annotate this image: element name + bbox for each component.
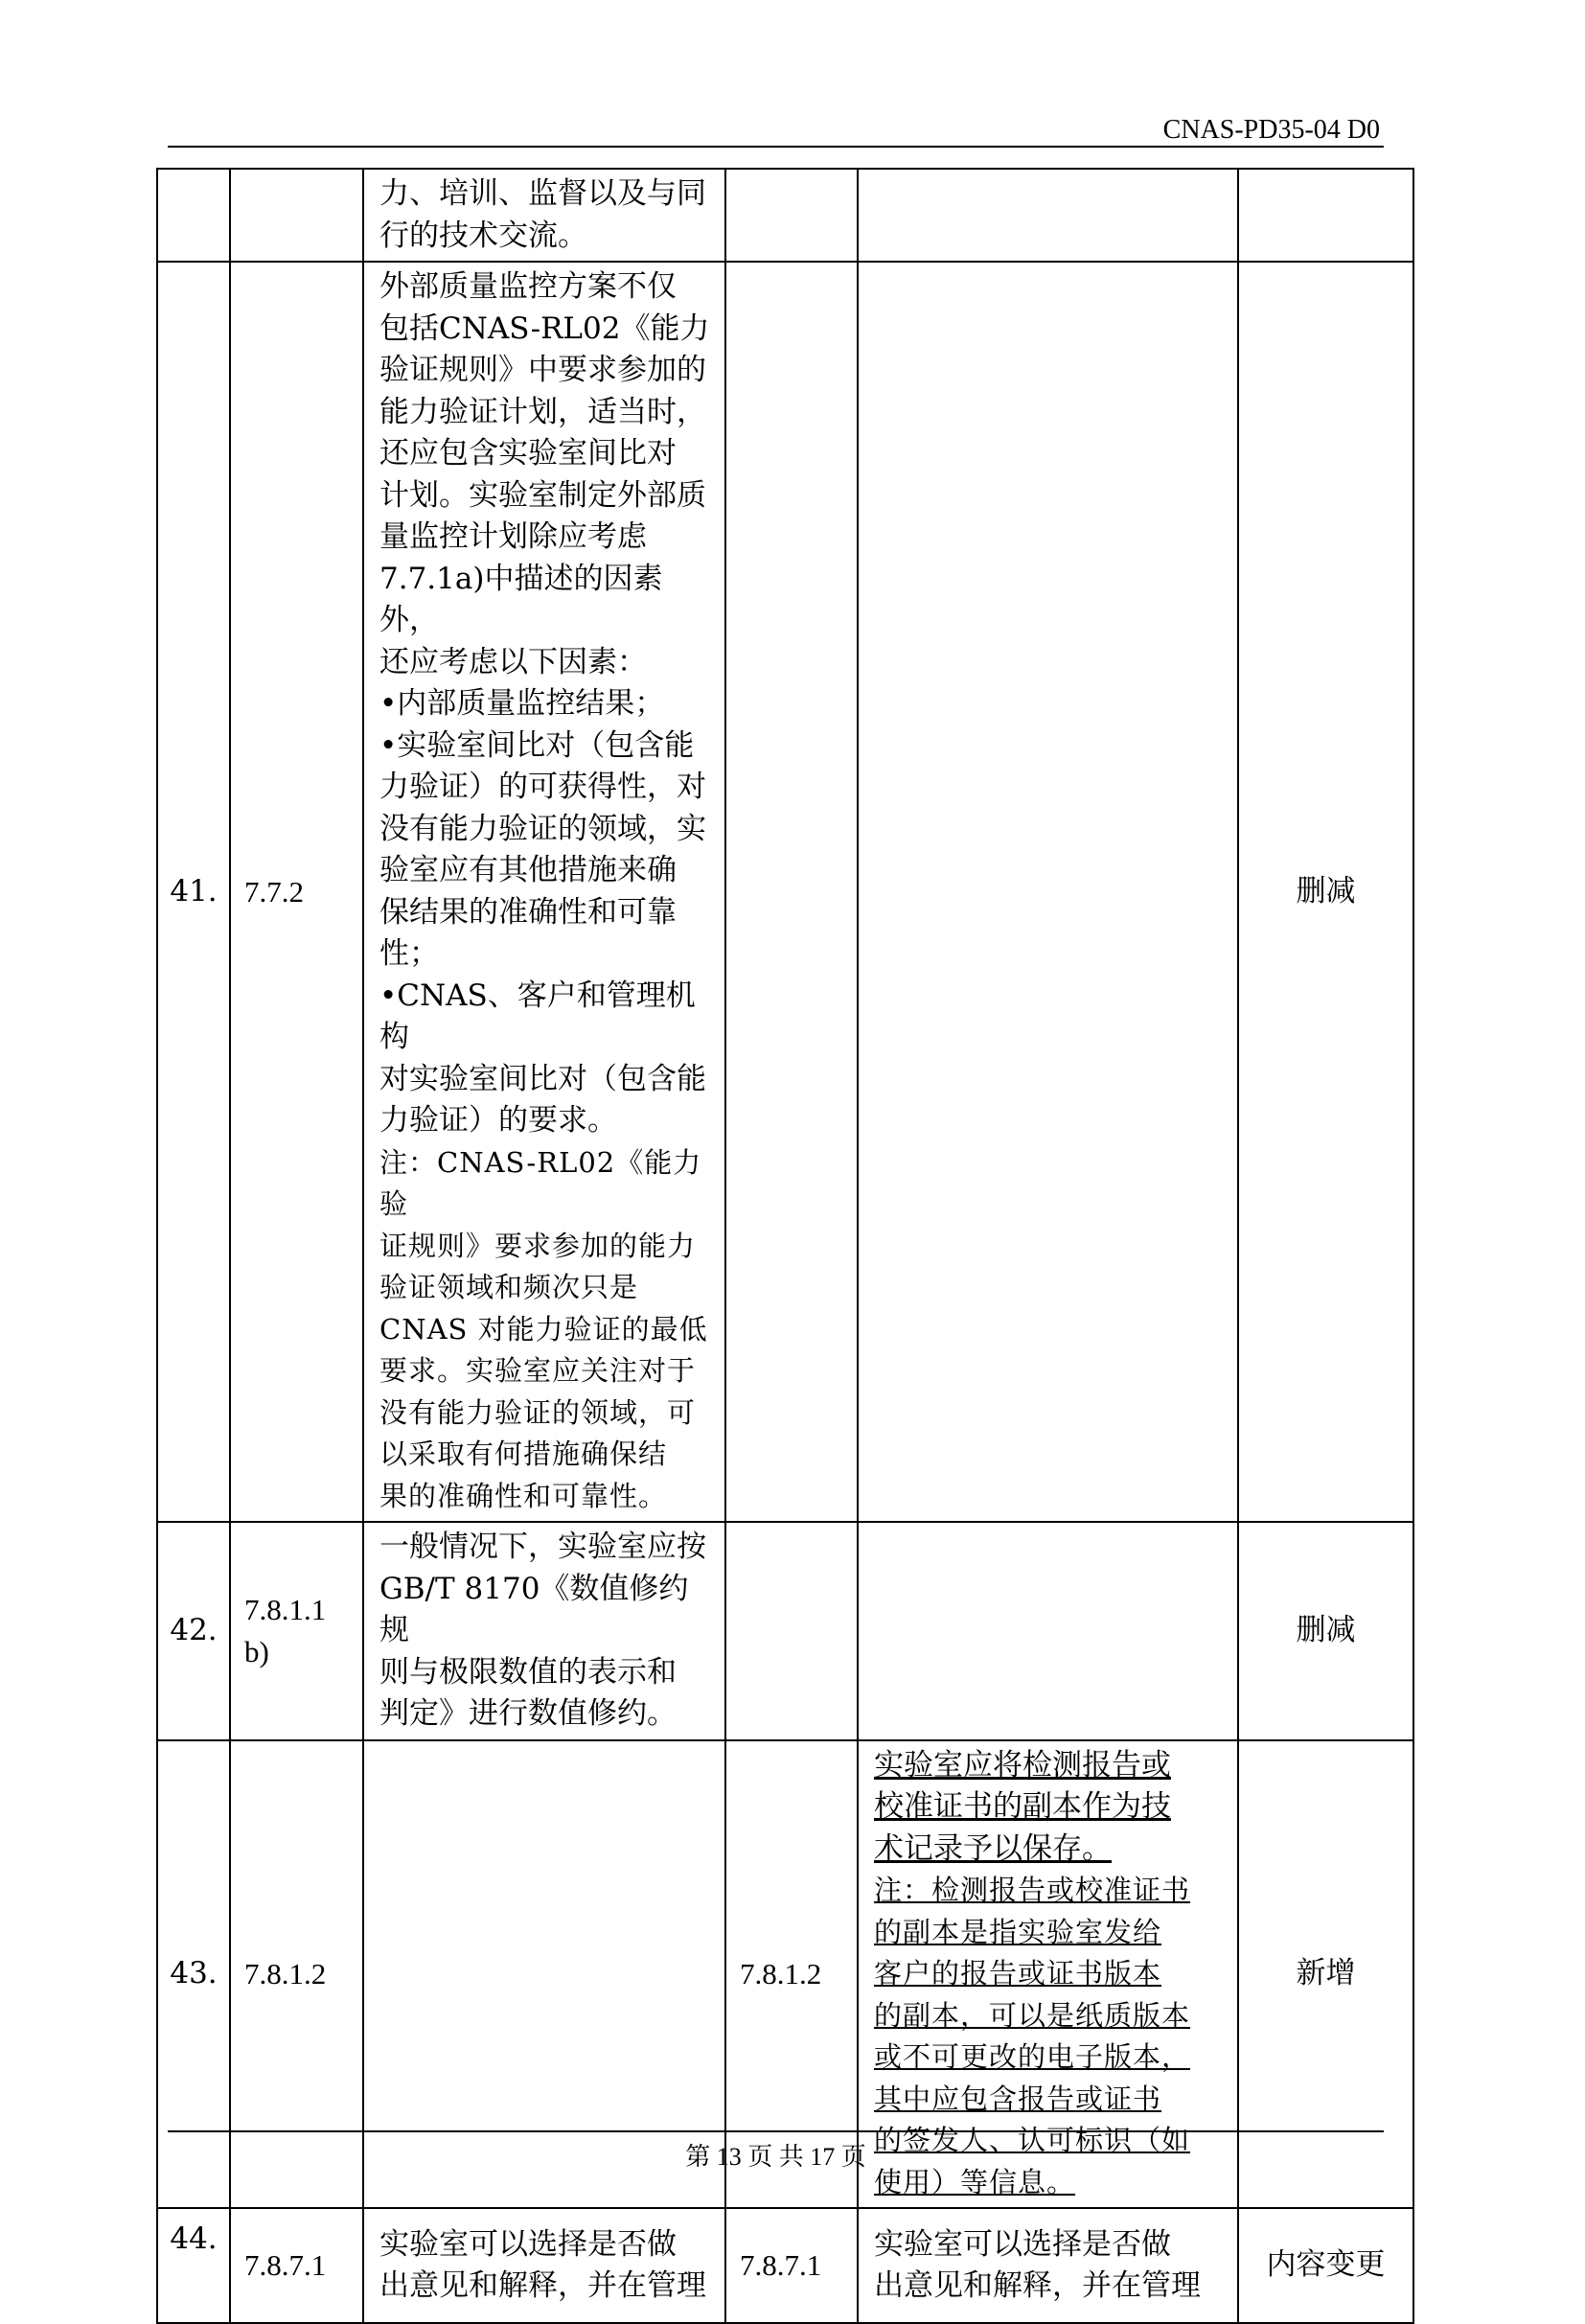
sequence-number-cell (157, 262, 230, 1522)
old_note-line: 果的准确性和可靠性。 (379, 1479, 668, 1512)
new-clause-cell (725, 1522, 858, 1740)
change_type: 删减 (1296, 1613, 1356, 1647)
old-clause-cell (230, 2208, 363, 2323)
page-number: 第 13 页 共 17 页 (685, 2143, 866, 2171)
old_lines-line: 实验室可以选择是否做 (379, 2226, 677, 2262)
old_note-line: 要求。实验室应关注对于 (379, 1354, 697, 1387)
old_lines-line: 力验证）的可获得性，对 (379, 770, 706, 804)
old_note-line: CNAS 对能力验证的最低 (379, 1312, 708, 1346)
new-clause-cell (725, 169, 858, 262)
old_lines-line: 还应包含实验室间比对 (379, 436, 677, 471)
seq: 42. (170, 1613, 218, 1647)
seq: 41. (170, 873, 218, 909)
new_note-line: 的副本，可以是纸质版本 (874, 1998, 1191, 2032)
old_lines-line: 7.7.1a)中描述的因素外， (379, 561, 663, 637)
old_lines-line: 量监控计划除应考虑 (379, 519, 647, 554)
footer-rule (168, 2130, 1384, 2132)
sequence-number-cell (157, 169, 230, 262)
old_lines-line: •CNAS、客户和管理机构 (379, 978, 696, 1054)
old-clause-cell (230, 262, 363, 1522)
old_lines-line: 力验证）的要求。 (379, 1103, 617, 1138)
old_lines-line: •内部质量监控结果； (379, 686, 665, 721)
old_lines-line: 性； (379, 936, 439, 971)
sequence-number-cell (157, 1522, 230, 1740)
seq: 43. (170, 1956, 218, 1990)
new_lines-line: 实验室应将检测报告或 (874, 1747, 1171, 1783)
document-code: CNAS-PD35-04 D0 (1162, 115, 1380, 145)
table-row (157, 1522, 1413, 1740)
old_lines-line: 行的技术交流。 (379, 218, 587, 253)
new-content-cell (858, 1522, 1238, 1740)
new_lines-line: 出意见和解释，并在管理 (874, 2268, 1201, 2303)
old_lines-line: 能力验证计划，适当时， (379, 394, 706, 429)
old_lines-line: GB/T 8170《数值修约规 (379, 1571, 689, 1647)
old_lines-line: 对实验室间比对（包含能 (379, 1061, 706, 1096)
change-type-cell (1238, 262, 1413, 1522)
old_clause: 7.8.1.2 (244, 1957, 327, 1990)
new_lines-line: 实验室可以选择是否做 (874, 2226, 1171, 2262)
new_clause: 7.8.1.2 (740, 1957, 822, 1990)
new_note-line: 客户的报告或证书版本 (874, 1957, 1162, 1990)
new-content-cell (858, 169, 1238, 262)
old_lines-line: 包括CNAS-RL02《能力 (379, 311, 710, 346)
old_note-line: 证规则》要求参加的能力 (379, 1229, 697, 1262)
new_clause: 7.8.7.1 (740, 2248, 822, 2283)
old_lines-line: 一般情况下，实验室应按 (379, 1530, 706, 1564)
new-clause-cell (725, 262, 858, 1522)
old_lines-line: 出意见和解释，并在管理 (379, 2268, 706, 2303)
old-clause-cell (230, 1522, 363, 1740)
new-content-cell (858, 262, 1238, 1522)
old-content-cell (363, 169, 725, 262)
new_note-line: 使用）等信息。 (874, 2165, 1076, 2198)
old_lines-line: 没有能力验证的领域，实 (379, 811, 706, 846)
old_clause: 7.7.2 (244, 874, 304, 909)
old_lines-line: 外部质量监控方案不仅 (379, 269, 677, 304)
table-row (157, 169, 1413, 262)
old_lines-line: 还应考虑以下因素： (379, 644, 647, 679)
old_lines-line: 验证规则》中要求参加的 (379, 353, 706, 387)
old-clause-cell (230, 169, 363, 262)
old_clause: 7.8.1.1 b) (244, 1593, 327, 1668)
old_lines-line: •实验室间比对（包含能 (379, 727, 695, 763)
change-type-cell (1238, 169, 1413, 262)
table-row (157, 2208, 1413, 2323)
old_note-line: 注：CNAS-RL02《能力验 (379, 1145, 702, 1220)
new-clause-cell (725, 2208, 858, 2323)
change_type: 删减 (1296, 873, 1356, 909)
sequence-number-cell (157, 2208, 230, 2323)
header-rule (168, 146, 1384, 148)
old_lines-line: 验室应有其他措施来确 (379, 853, 677, 887)
old_note-line: 验证领域和频次只是 (379, 1271, 639, 1303)
table-row (157, 262, 1413, 1522)
new_note-line: 的签发人、认可标识（如 (874, 2124, 1191, 2156)
old_lines-line: 计划。实验室制定外部质 (379, 477, 706, 513)
old-content-cell (363, 262, 725, 1522)
change_type: 内容变更 (1266, 2247, 1386, 2283)
old_clause: 7.8.7.1 (244, 2248, 327, 2283)
change-type-cell (1238, 1522, 1413, 1740)
new_lines-line: 术记录予以保存。 (874, 1830, 1112, 1866)
seq: 44. (170, 2221, 218, 2256)
old-content-cell (363, 1522, 725, 1740)
new_note-line: 注：检测报告或校准证书 (874, 1874, 1191, 1906)
old_lines-line: 力、培训、监督以及与同 (379, 176, 706, 211)
comparison-table (156, 168, 1414, 2324)
new_note-line: 其中应包含报告或证书 (874, 2082, 1162, 2115)
change-type-cell (1238, 2208, 1413, 2323)
old-content-cell (363, 2208, 725, 2323)
change_type: 新增 (1296, 1956, 1356, 1990)
new_note-line: 的副本是指实验室发给 (874, 1915, 1162, 1948)
old_lines-line: 保结果的准确性和可靠 (379, 894, 677, 930)
new-content-cell (858, 2208, 1238, 2323)
old_note-line: 以采取有何措施确保结 (379, 1438, 668, 1470)
new_lines-line: 校准证书的副本作为技 (874, 1789, 1171, 1824)
old_lines-line: 则与极限数值的表示和 (379, 1654, 677, 1690)
new_note-line: 或不可更改的电子版本， (874, 2040, 1191, 2073)
old_lines-line: 判定》进行数值修约。 (379, 1696, 677, 1731)
old_note-line: 没有能力验证的领域，可 (379, 1395, 697, 1429)
